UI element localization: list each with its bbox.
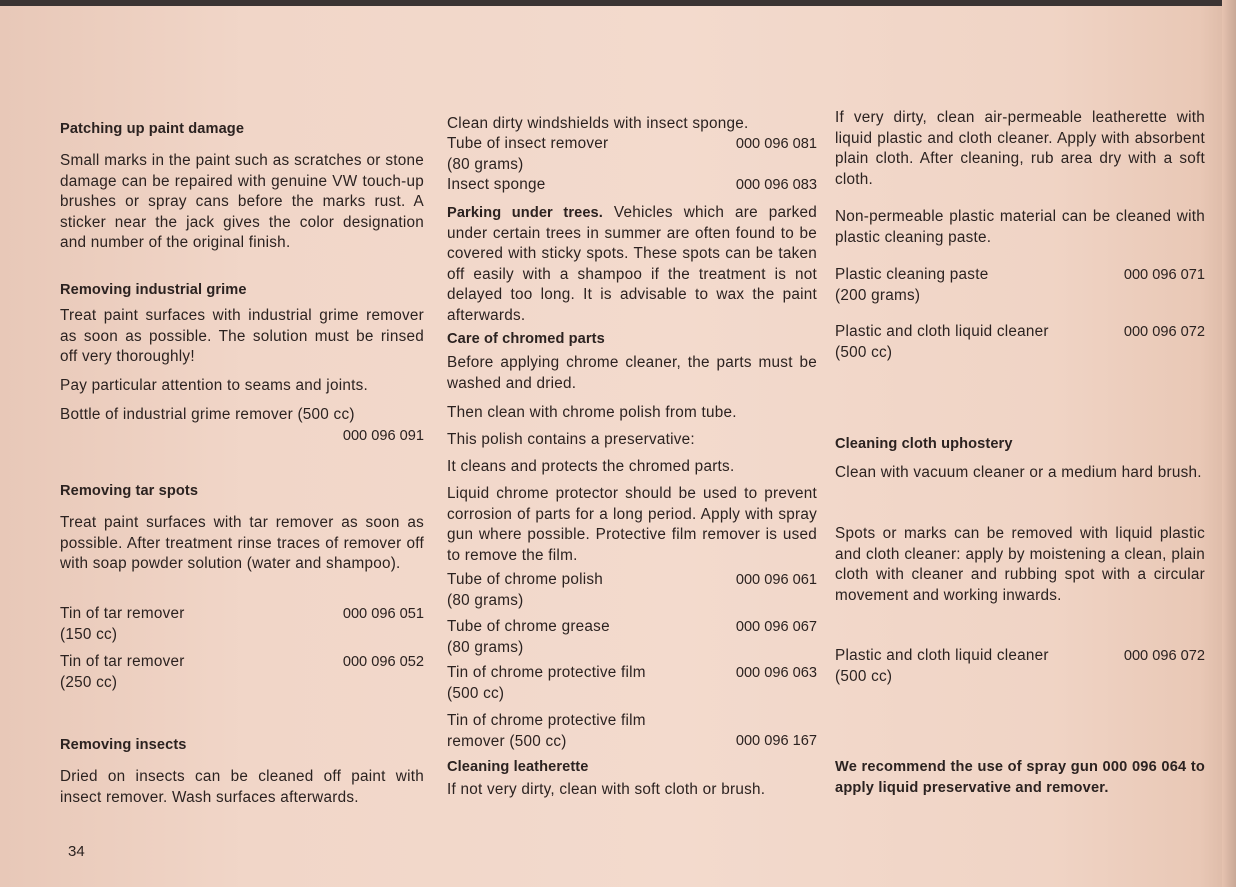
paragraph-chrome-1: Before applying chrome cleaner, the parts must be washed and dried. bbox=[447, 354, 817, 392]
item-part-number: 000 096 063 bbox=[735, 665, 817, 681]
page-number: 34 bbox=[68, 843, 85, 860]
paragraph-non-permeable: Non-permeable plastic material can be cleaned with plastic cleaning paste. bbox=[835, 208, 1205, 246]
item-name: Tube of chrome polish bbox=[447, 571, 604, 588]
item-size: (250 cc) bbox=[60, 673, 118, 691]
item-chrome-film-remover bbox=[447, 711, 817, 752]
paragraph-leatherette-dirty: If very dirty, clean air-permeable leatherette with liquid plastic and cloth cleaner. Apply with absorbent plain cloth. After cleaning, rub area dry with a soft cloth. bbox=[835, 109, 1205, 188]
item-plastic-liquid-cleaner-2 bbox=[835, 646, 1205, 687]
heading-cleaning-leatherette: Cleaning leatherette bbox=[447, 759, 589, 775]
heading-removing-insects: Removing insects bbox=[60, 737, 187, 753]
page-right-edge bbox=[1222, 0, 1236, 887]
item-name: Tin of chrome protective film bbox=[447, 712, 646, 729]
paragraph-industrial-body: Treat paint surfaces with industrial grime remover as soon as possible. The solution must be rinsed off very thoroughly! bbox=[60, 307, 424, 366]
item-plastic-liquid-cleaner-1 bbox=[835, 322, 1205, 363]
heading-parking-under-trees: Parking under trees. bbox=[447, 205, 603, 221]
item-part-number: 000 096 067 bbox=[735, 619, 817, 635]
item-chrome-protective-film bbox=[447, 663, 817, 704]
heading-patching-paint-damage: Patching up paint damage bbox=[60, 121, 245, 137]
item-name: Tin of chrome protective film bbox=[447, 664, 646, 681]
paragraph-recommend-spray-gun: We recommend the use of spray gun 000 096 064 to apply liquid preservative and remover. bbox=[835, 759, 1205, 796]
item-insect-remover bbox=[447, 134, 817, 175]
page-top-edge bbox=[0, 0, 1236, 6]
item-name: Bottle of industrial grime remover (500 cc) bbox=[60, 406, 355, 423]
item-plastic-cleaning-paste bbox=[835, 265, 1205, 306]
item-size: (80 grams) bbox=[447, 155, 524, 173]
item-part-number: 000 096 072 bbox=[1123, 324, 1205, 340]
heading-industrial-grime: Removing industrial grime bbox=[60, 282, 247, 298]
item-name: Tin of tar remover bbox=[60, 605, 185, 622]
paragraph-chrome-3: This polish contains a preservative: bbox=[447, 431, 695, 448]
paragraph-windshield: Clean dirty windshields with insect sponge. bbox=[447, 115, 749, 132]
paragraph-upholstery-1: Clean with vacuum cleaner or a medium hard brush. bbox=[835, 464, 1202, 481]
item-name: Tube of insect remover bbox=[447, 135, 609, 152]
item-name: Plastic cleaning paste bbox=[835, 266, 989, 283]
item-name: Plastic and cloth liquid cleaner bbox=[835, 323, 1049, 340]
item-part-number: 000 096 072 bbox=[1123, 648, 1205, 664]
item-size: (500 cc) bbox=[835, 667, 893, 685]
paragraph-patching-body: Small marks in the paint such as scratches or stone damage can be repaired with genuine VW touch-up brushes or spray cans before the marks rust. A sticker near the jack gives the color designation and number of the original finish. bbox=[60, 152, 424, 252]
item-size: (80 grams) bbox=[447, 591, 524, 609]
item-part-number: 000 096 071 bbox=[1123, 267, 1205, 283]
paragraph-chrome-2: Then clean with chrome polish from tube. bbox=[447, 404, 737, 421]
heading-cleaning-upholstery: Cleaning cloth uphostery bbox=[835, 436, 1013, 452]
item-chrome-grease bbox=[447, 617, 817, 658]
item-name: Plastic and cloth liquid cleaner bbox=[835, 647, 1049, 664]
item-part-number: 000 096 051 bbox=[342, 606, 424, 622]
paragraph-parking-under-trees bbox=[447, 203, 817, 327]
heading-chromed-parts: Care of chromed parts bbox=[447, 331, 605, 347]
parking-body: Vehicles which are parked under certain trees in summer are often found to be covered with sticky spots. These spots can be taken off easily with a shampoo if the treatment is not delayed too long. It is advisable to wax the paint afterwards. bbox=[447, 204, 818, 324]
item-part-number: 000 096 091 bbox=[342, 427, 424, 444]
item-tar-remover-250 bbox=[60, 652, 424, 693]
item-size: (150 cc) bbox=[60, 625, 118, 643]
paragraph-upholstery-2: Spots or marks can be removed with liquid plastic and cloth cleaner: apply by moistening a clean, plain cloth with cleaner and rubbing spot with a circular movement and working inwards. bbox=[835, 525, 1205, 604]
item-size: (500 cc) bbox=[835, 343, 893, 361]
item-chrome-polish bbox=[447, 570, 817, 611]
item-part-number: 000 096 061 bbox=[735, 572, 817, 588]
paragraph-chrome-4: It cleans and protects the chromed parts. bbox=[447, 458, 735, 475]
item-insect-sponge bbox=[447, 175, 817, 196]
paragraph-seams-joints: Pay particular attention to seams and joints. bbox=[60, 377, 369, 394]
item-size: (80 grams) bbox=[447, 638, 524, 656]
item-size: (200 grams) bbox=[835, 286, 921, 304]
item-name: Tin of tar remover bbox=[60, 653, 185, 670]
paragraph-leatherette-body: If not very dirty, clean with soft cloth or brush. bbox=[447, 781, 766, 798]
item-part-number: 000 096 081 bbox=[735, 136, 817, 152]
heading-tar-spots: Removing tar spots bbox=[60, 483, 199, 499]
paragraph-insects-body: Dried on insects can be cleaned off paint with insect remover. Wash surfaces afterwards. bbox=[60, 768, 424, 806]
item-part-number: 000 096 083 bbox=[735, 177, 817, 193]
item-name: Insect sponge bbox=[447, 176, 546, 193]
item-industrial-grime-remover bbox=[60, 405, 424, 446]
item-part-number: 000 096 167 bbox=[735, 733, 817, 749]
item-name: Tube of chrome grease bbox=[447, 618, 610, 635]
item-tar-remover-150 bbox=[60, 604, 424, 645]
item-part-number: 000 096 052 bbox=[342, 654, 424, 670]
paragraph-tar-body: Treat paint surfaces with tar remover as soon as possible. After treatment rinse traces of remover off with soap powder solution (water and shampoo). bbox=[60, 514, 424, 573]
item-size: (500 cc) bbox=[447, 684, 505, 702]
paragraph-chrome-5: Liquid chrome protector should be used to prevent corrosion of parts for a long period. Apply with spray gun where possible. Protective film remover is used to remove the film. bbox=[447, 485, 817, 564]
item-size: remover (500 cc) bbox=[447, 732, 567, 750]
